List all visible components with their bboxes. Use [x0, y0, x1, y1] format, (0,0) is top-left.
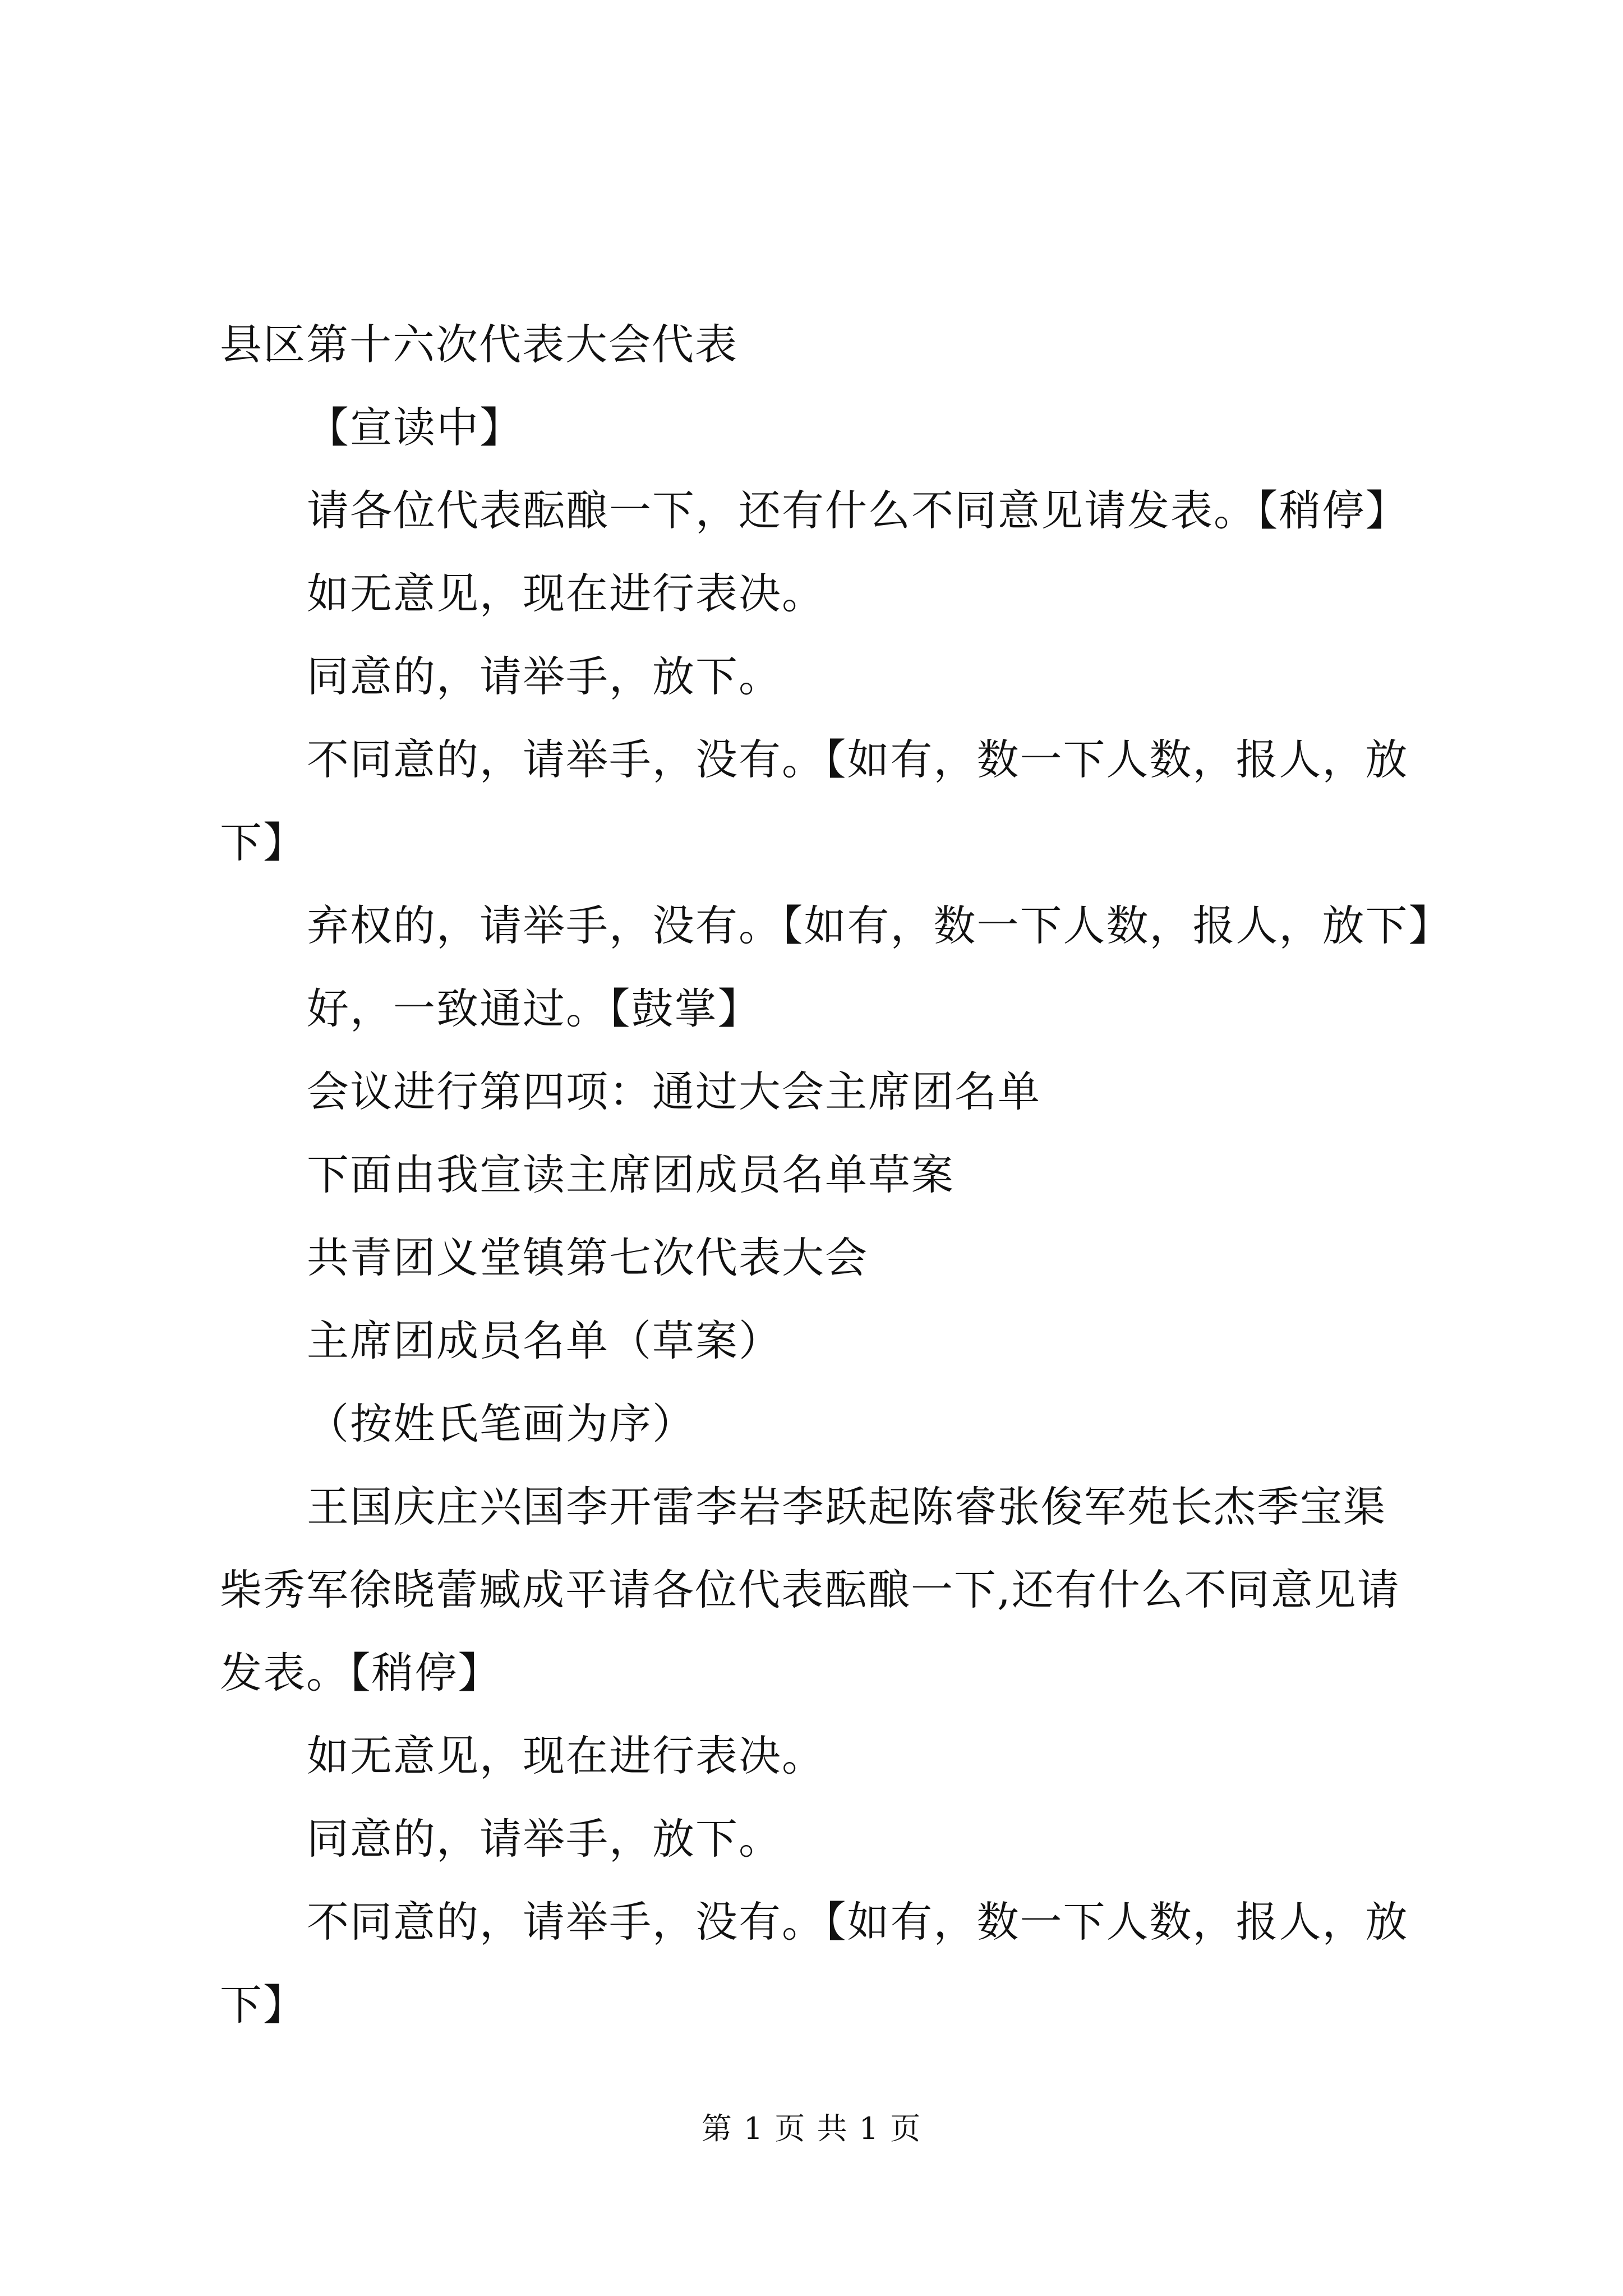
text-line: 好，一致通过。【鼓掌】	[307, 984, 761, 1033]
text-line: 不同意的，请举手，没有。【如有，数一下人数，报人，放	[307, 735, 1409, 784]
text-line: 请各位代表酝酿一下，还有什么不同意见请发表。【稍停】	[307, 486, 1409, 535]
text-line: 共青团义堂镇第七次代表大会	[307, 1233, 869, 1282]
text-line: 会议进行第四项：通过大会主席团名单	[307, 1067, 1041, 1116]
text-line: 不同意的，请举手，没有。【如有，数一下人数，报人，放	[307, 1897, 1409, 1947]
document-body	[220, 303, 1452, 2046]
text-line: 弃权的，请举手，没有。【如有，数一下人数，报人，放下】	[307, 901, 1452, 950]
text-line: 下】	[220, 818, 307, 867]
text-line: 下】	[220, 1980, 307, 2030]
text-line: 如无意见，现在进行表决。	[307, 569, 826, 618]
text-line: 同意的，请举手，放下。	[307, 1814, 782, 1864]
text-line: 同意的，请举手，放下。	[307, 652, 782, 701]
text-line: （按姓氏笔画为序）	[307, 1399, 696, 1448]
text-line: 主席团成员名单（草案）	[307, 1316, 782, 1365]
text-line: 发表。【稍停】	[220, 1648, 501, 1697]
text-line: 王国庆庄兴国李开雷李岩李跃起陈睿张俊军苑长杰季宝渠	[307, 1482, 1387, 1531]
page-number-footer: 第 1 页 共 1 页	[701, 2111, 922, 2146]
text-line: 县区第十六次代表大会代表	[220, 320, 739, 369]
text-line: 下面由我宣读主席团成员名单草案	[307, 1150, 955, 1199]
text-line: 柴秀军徐晓蕾臧成平请各位代表酝酿一下,还有什么不同意见请	[220, 1565, 1400, 1614]
text-line: 如无意见，现在进行表决。	[307, 1731, 826, 1780]
text-line: 【宣读中】	[307, 403, 523, 452]
